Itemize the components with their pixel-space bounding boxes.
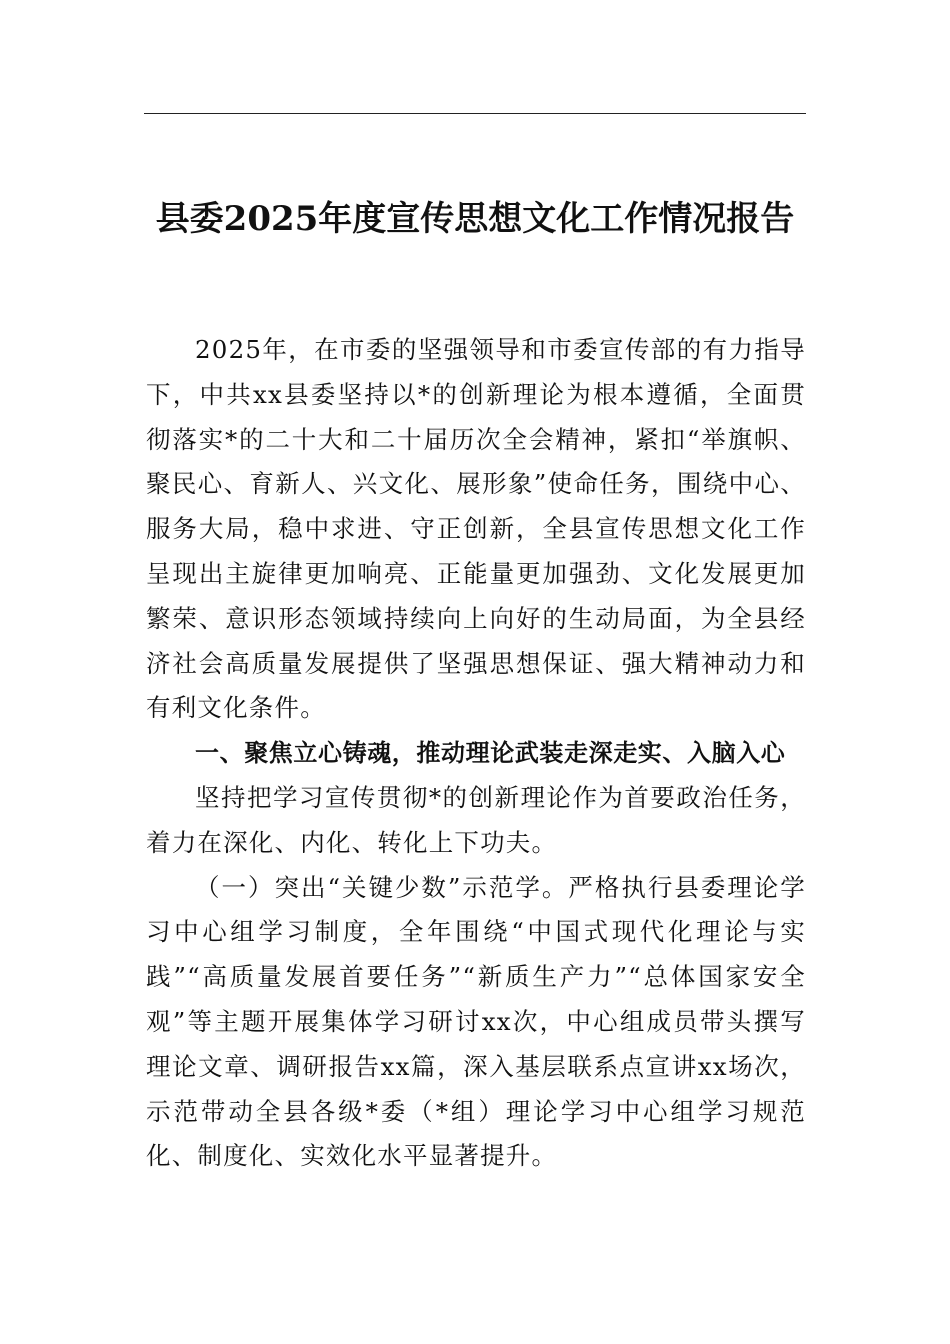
intro-paragraph: 2025年，在市委的坚强领导和市委宣传部的有力指导下，中共xx县委坚持以*的创新理论为根本遵循，全面贯彻落实*的二十大和二十届历次全会精神，紧扣“举旗帜、聚民心、育新人、兴文化、展形象”使命任务，围绕中心、服务大局，稳中求进、守正创新，全县宣传思想文化工作呈现出主旋律更加响亮、正能量更加强劲、文化发展更加繁荣、意识形态领域持续向上向好的生动局面，为全县经济社会高质量发展提供了坚强思想保证、强大精神动力和有利文化条件。 [146,335,806,723]
header-rule [144,113,806,114]
section-heading-1: 一、聚焦立心铸魂，推动理论武装走深走实、入脑入心 [195,739,786,768]
section-1-paragraph: 坚持把学习宣传贯彻*的创新理论作为首要政治任务，着力在深化、内化、转化上下功夫。 [146,782,806,857]
document-body [146,328,806,1179]
subsection-1-paragraph: （一）突出“关键少数”示范学。严格执行县委理论学习中心组学习制度，全年围绕“中国式现代化理论与实践”“高质量发展首要任务”“新质生产力”“总体国家安全观”等主题开展集体学习研讨xx次，中心组成员带头撰写理论文章、调研报告xx篇，深入基层联系点宣讲xx场次，示范带动全县各级*委（*组）理论学习中心组学习规范化、制度化、实效化水平显著提升。 [146,872,806,1171]
document-title: 县委2025年度宣传思想文化工作情况报告 [155,199,795,239]
